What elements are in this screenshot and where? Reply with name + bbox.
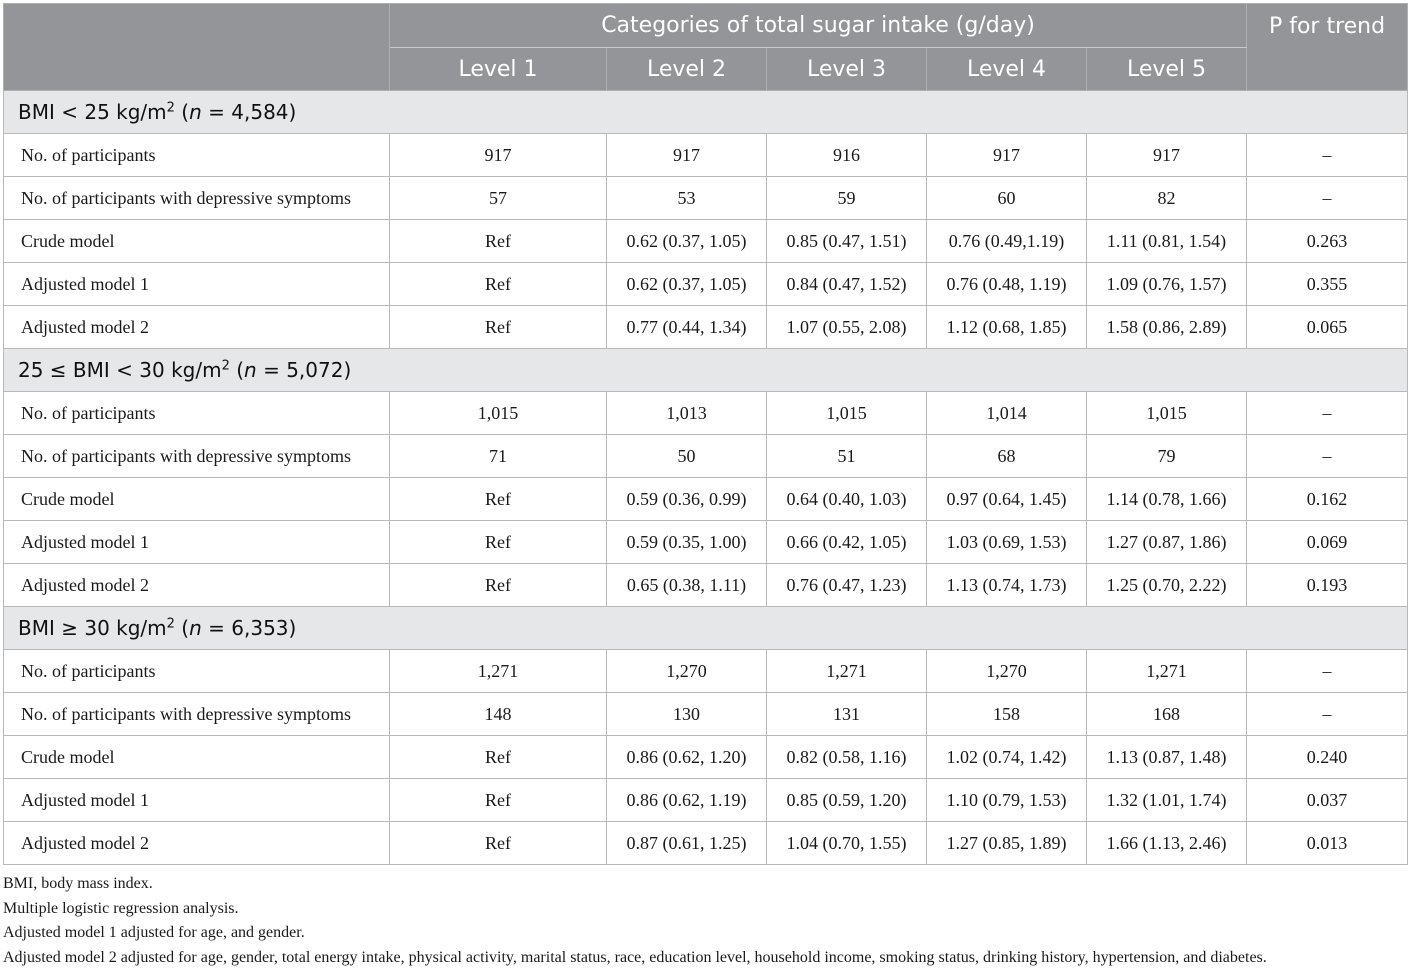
- level-cell: 0.85 (0.59, 1.20): [767, 779, 927, 822]
- row-label: Adjusted model 2: [4, 564, 390, 607]
- table-row: [4, 779, 1408, 822]
- results-table: [3, 3, 1408, 865]
- level-cell: 0.82 (0.58, 1.16): [767, 736, 927, 779]
- p-trend-cell: 0.069: [1247, 521, 1408, 564]
- level-cell: 130: [607, 693, 767, 736]
- p-trend-cell: –: [1247, 650, 1408, 693]
- level-cell: 1.07 (0.55, 2.08): [767, 306, 927, 349]
- level-cell: 1.13 (0.87, 1.48): [1087, 736, 1247, 779]
- row-label: Adjusted model 1: [4, 779, 390, 822]
- level-cell: 0.77 (0.44, 1.34): [607, 306, 767, 349]
- p-trend-cell: –: [1247, 134, 1408, 177]
- level-header: Level 3: [767, 48, 927, 91]
- level-cell: Ref: [390, 220, 607, 263]
- level-cell: 1.10 (0.79, 1.53): [927, 779, 1087, 822]
- p-trend-cell: 0.162: [1247, 478, 1408, 521]
- p-trend-cell: 0.037: [1247, 779, 1408, 822]
- level-cell: 1.09 (0.76, 1.57): [1087, 263, 1247, 306]
- section-title: [4, 349, 1408, 392]
- level-cell: 168: [1087, 693, 1247, 736]
- table-row: [4, 650, 1408, 693]
- level-cell: 1.04 (0.70, 1.55): [767, 822, 927, 865]
- level-cell: Ref: [390, 564, 607, 607]
- row-label: Adjusted model 2: [4, 306, 390, 349]
- level-cell: 1.13 (0.74, 1.73): [927, 564, 1087, 607]
- level-cell: 1.25 (0.70, 2.22): [1087, 564, 1247, 607]
- level-cell: 0.62 (0.37, 1.05): [607, 220, 767, 263]
- table-row: [4, 478, 1408, 521]
- level-cell: 1,015: [1087, 392, 1247, 435]
- level-cell: 1,270: [927, 650, 1087, 693]
- table-row: [4, 392, 1408, 435]
- p-trend-cell: –: [1247, 392, 1408, 435]
- section-title-part: BMI < 25 kg/m: [18, 100, 167, 124]
- section-title-part: n: [189, 616, 202, 640]
- level-cell: 51: [767, 435, 927, 478]
- table-row: [4, 521, 1408, 564]
- level-cell: 1.66 (1.13, 2.46): [1087, 822, 1247, 865]
- row-label: Crude model: [4, 736, 390, 779]
- level-cell: 0.76 (0.48, 1.19): [927, 263, 1087, 306]
- level-cell: 158: [927, 693, 1087, 736]
- table-row: [4, 693, 1408, 736]
- row-label: Crude model: [4, 220, 390, 263]
- level-header: Level 2: [607, 48, 767, 91]
- section-title-part: BMI ≥ 30 kg/m: [18, 616, 167, 640]
- level-cell: Ref: [390, 822, 607, 865]
- section-title-part: (: [229, 358, 245, 382]
- table-row: [4, 435, 1408, 478]
- level-cell: 0.87 (0.61, 1.25): [607, 822, 767, 865]
- level-cell: Ref: [390, 736, 607, 779]
- section-title-part: = 4,584): [201, 100, 297, 124]
- level-cell: 917: [607, 134, 767, 177]
- level-cell: 50: [607, 435, 767, 478]
- p-trend-cell: 0.355: [1247, 263, 1408, 306]
- level-cell: 917: [927, 134, 1087, 177]
- footnotes: [3, 872, 1407, 970]
- row-label: Adjusted model 1: [4, 263, 390, 306]
- footnote: BMI, body mass index.: [3, 875, 153, 892]
- results-table-container: [3, 3, 1407, 865]
- row-label: No. of participants: [4, 134, 390, 177]
- level-cell: 0.64 (0.40, 1.03): [767, 478, 927, 521]
- level-cell: 0.84 (0.47, 1.52): [767, 263, 927, 306]
- level-cell: Ref: [390, 263, 607, 306]
- level-cell: 60: [927, 177, 1087, 220]
- level-cell: 71: [390, 435, 607, 478]
- p-trend-cell: –: [1247, 435, 1408, 478]
- section-title-part: 25 ≤ BMI < 30 kg/m: [18, 358, 222, 382]
- section-title-part: (: [174, 616, 190, 640]
- level-cell: 0.86 (0.62, 1.20): [607, 736, 767, 779]
- level-cell: 0.85 (0.47, 1.51): [767, 220, 927, 263]
- level-cell: 1,013: [607, 392, 767, 435]
- section-title-superscript: 2: [166, 616, 175, 632]
- level-cell: 0.86 (0.62, 1.19): [607, 779, 767, 822]
- section-title-part: (: [174, 100, 190, 124]
- section-title-superscript: 2: [166, 100, 175, 116]
- level-cell: 1,271: [390, 650, 607, 693]
- level-header: Level 4: [927, 48, 1087, 91]
- table-row: [4, 736, 1408, 779]
- row-label: No. of participants with depressive symptoms: [4, 693, 390, 736]
- level-cell: 148: [390, 693, 607, 736]
- level-cell: 1.27 (0.87, 1.86): [1087, 521, 1247, 564]
- level-cell: Ref: [390, 478, 607, 521]
- p-trend-cell: 0.193: [1247, 564, 1408, 607]
- level-cell: 1.02 (0.74, 1.42): [927, 736, 1087, 779]
- table-row: [4, 134, 1408, 177]
- table-row: [4, 564, 1408, 607]
- level-cell: 1.58 (0.86, 2.89): [1087, 306, 1247, 349]
- footnote: Multiple logistic regression analysis.: [3, 899, 239, 917]
- section-header-row: [4, 91, 1408, 134]
- row-label: Crude model: [4, 478, 390, 521]
- table-row: [4, 822, 1408, 865]
- level-cell: 0.66 (0.42, 1.05): [767, 521, 927, 564]
- level-cell: 0.62 (0.37, 1.05): [607, 263, 767, 306]
- p-trend-cell: 0.065: [1247, 306, 1408, 349]
- section-title-part: n: [244, 358, 257, 382]
- section-title-part: = 6,353): [201, 616, 297, 640]
- footnote: Adjusted model 1 adjusted for age, and gender.: [3, 924, 305, 941]
- row-label: No. of participants: [4, 650, 390, 693]
- section-header-row: [4, 349, 1408, 392]
- p-trend-cell: –: [1247, 693, 1408, 736]
- level-cell: 917: [390, 134, 607, 177]
- level-cell: 82: [1087, 177, 1247, 220]
- level-cell: 0.65 (0.38, 1.11): [607, 564, 767, 607]
- level-cell: 68: [927, 435, 1087, 478]
- section-title-superscript: 2: [221, 358, 230, 374]
- row-label: Adjusted model 1: [4, 521, 390, 564]
- level-cell: Ref: [390, 306, 607, 349]
- level-cell: 0.76 (0.49,1.19): [927, 220, 1087, 263]
- level-cell: 79: [1087, 435, 1247, 478]
- level-cell: 1.14 (0.78, 1.66): [1087, 478, 1247, 521]
- section-header-row: [4, 607, 1408, 650]
- level-header: Level 1: [390, 48, 607, 91]
- level-cell: 57: [390, 177, 607, 220]
- level-header: Level 5: [1087, 48, 1247, 91]
- section-title: [4, 607, 1408, 650]
- level-cell: 0.59 (0.36, 0.99): [607, 478, 767, 521]
- p-trend-cell: 0.013: [1247, 822, 1408, 865]
- level-cell: Ref: [390, 521, 607, 564]
- section-title-part: = 5,072): [256, 358, 352, 382]
- categories-header: Categories of total sugar intake (g/day): [390, 4, 1247, 48]
- row-label: Adjusted model 2: [4, 822, 390, 865]
- table-header: [4, 4, 1408, 91]
- level-cell: 1,271: [767, 650, 927, 693]
- level-cell: 1,015: [390, 392, 607, 435]
- level-cell: 1,270: [607, 650, 767, 693]
- level-cell: 131: [767, 693, 927, 736]
- table-row: [4, 177, 1408, 220]
- footnote: Adjusted model 2 adjusted for age, gender, total energy intake, physical activity, marital status, race, education level, household income, smoking status, drinking history, hypertension, and diabetes.: [3, 948, 1267, 966]
- row-label: No. of participants with depressive symptoms: [4, 177, 390, 220]
- p-trend-header: P for trend: [1247, 4, 1408, 91]
- level-cell: 1,271: [1087, 650, 1247, 693]
- level-cell: 917: [1087, 134, 1247, 177]
- level-cell: 0.59 (0.35, 1.00): [607, 521, 767, 564]
- header-blank-cell: [4, 4, 390, 91]
- level-cell: 1.27 (0.85, 1.89): [927, 822, 1087, 865]
- level-cell: 1.11 (0.81, 1.54): [1087, 220, 1247, 263]
- level-cell: Ref: [390, 779, 607, 822]
- level-cell: 1.12 (0.68, 1.85): [927, 306, 1087, 349]
- level-cell: 916: [767, 134, 927, 177]
- level-cell: 1.03 (0.69, 1.53): [927, 521, 1087, 564]
- level-cell: 0.76 (0.47, 1.23): [767, 564, 927, 607]
- row-label: No. of participants with depressive symptoms: [4, 435, 390, 478]
- table-row: [4, 306, 1408, 349]
- row-label: No. of participants: [4, 392, 390, 435]
- level-cell: 1.32 (1.01, 1.74): [1087, 779, 1247, 822]
- level-cell: 59: [767, 177, 927, 220]
- table-row: [4, 263, 1408, 306]
- level-cell: 1,014: [927, 392, 1087, 435]
- level-cell: 1,015: [767, 392, 927, 435]
- table-body: [4, 91, 1408, 865]
- p-trend-cell: 0.263: [1247, 220, 1408, 263]
- section-title-part: n: [189, 100, 202, 124]
- section-title: [4, 91, 1408, 134]
- p-trend-cell: 0.240: [1247, 736, 1408, 779]
- level-cell: 53: [607, 177, 767, 220]
- table-row: [4, 220, 1408, 263]
- level-cell: 0.97 (0.64, 1.45): [927, 478, 1087, 521]
- p-trend-cell: –: [1247, 177, 1408, 220]
